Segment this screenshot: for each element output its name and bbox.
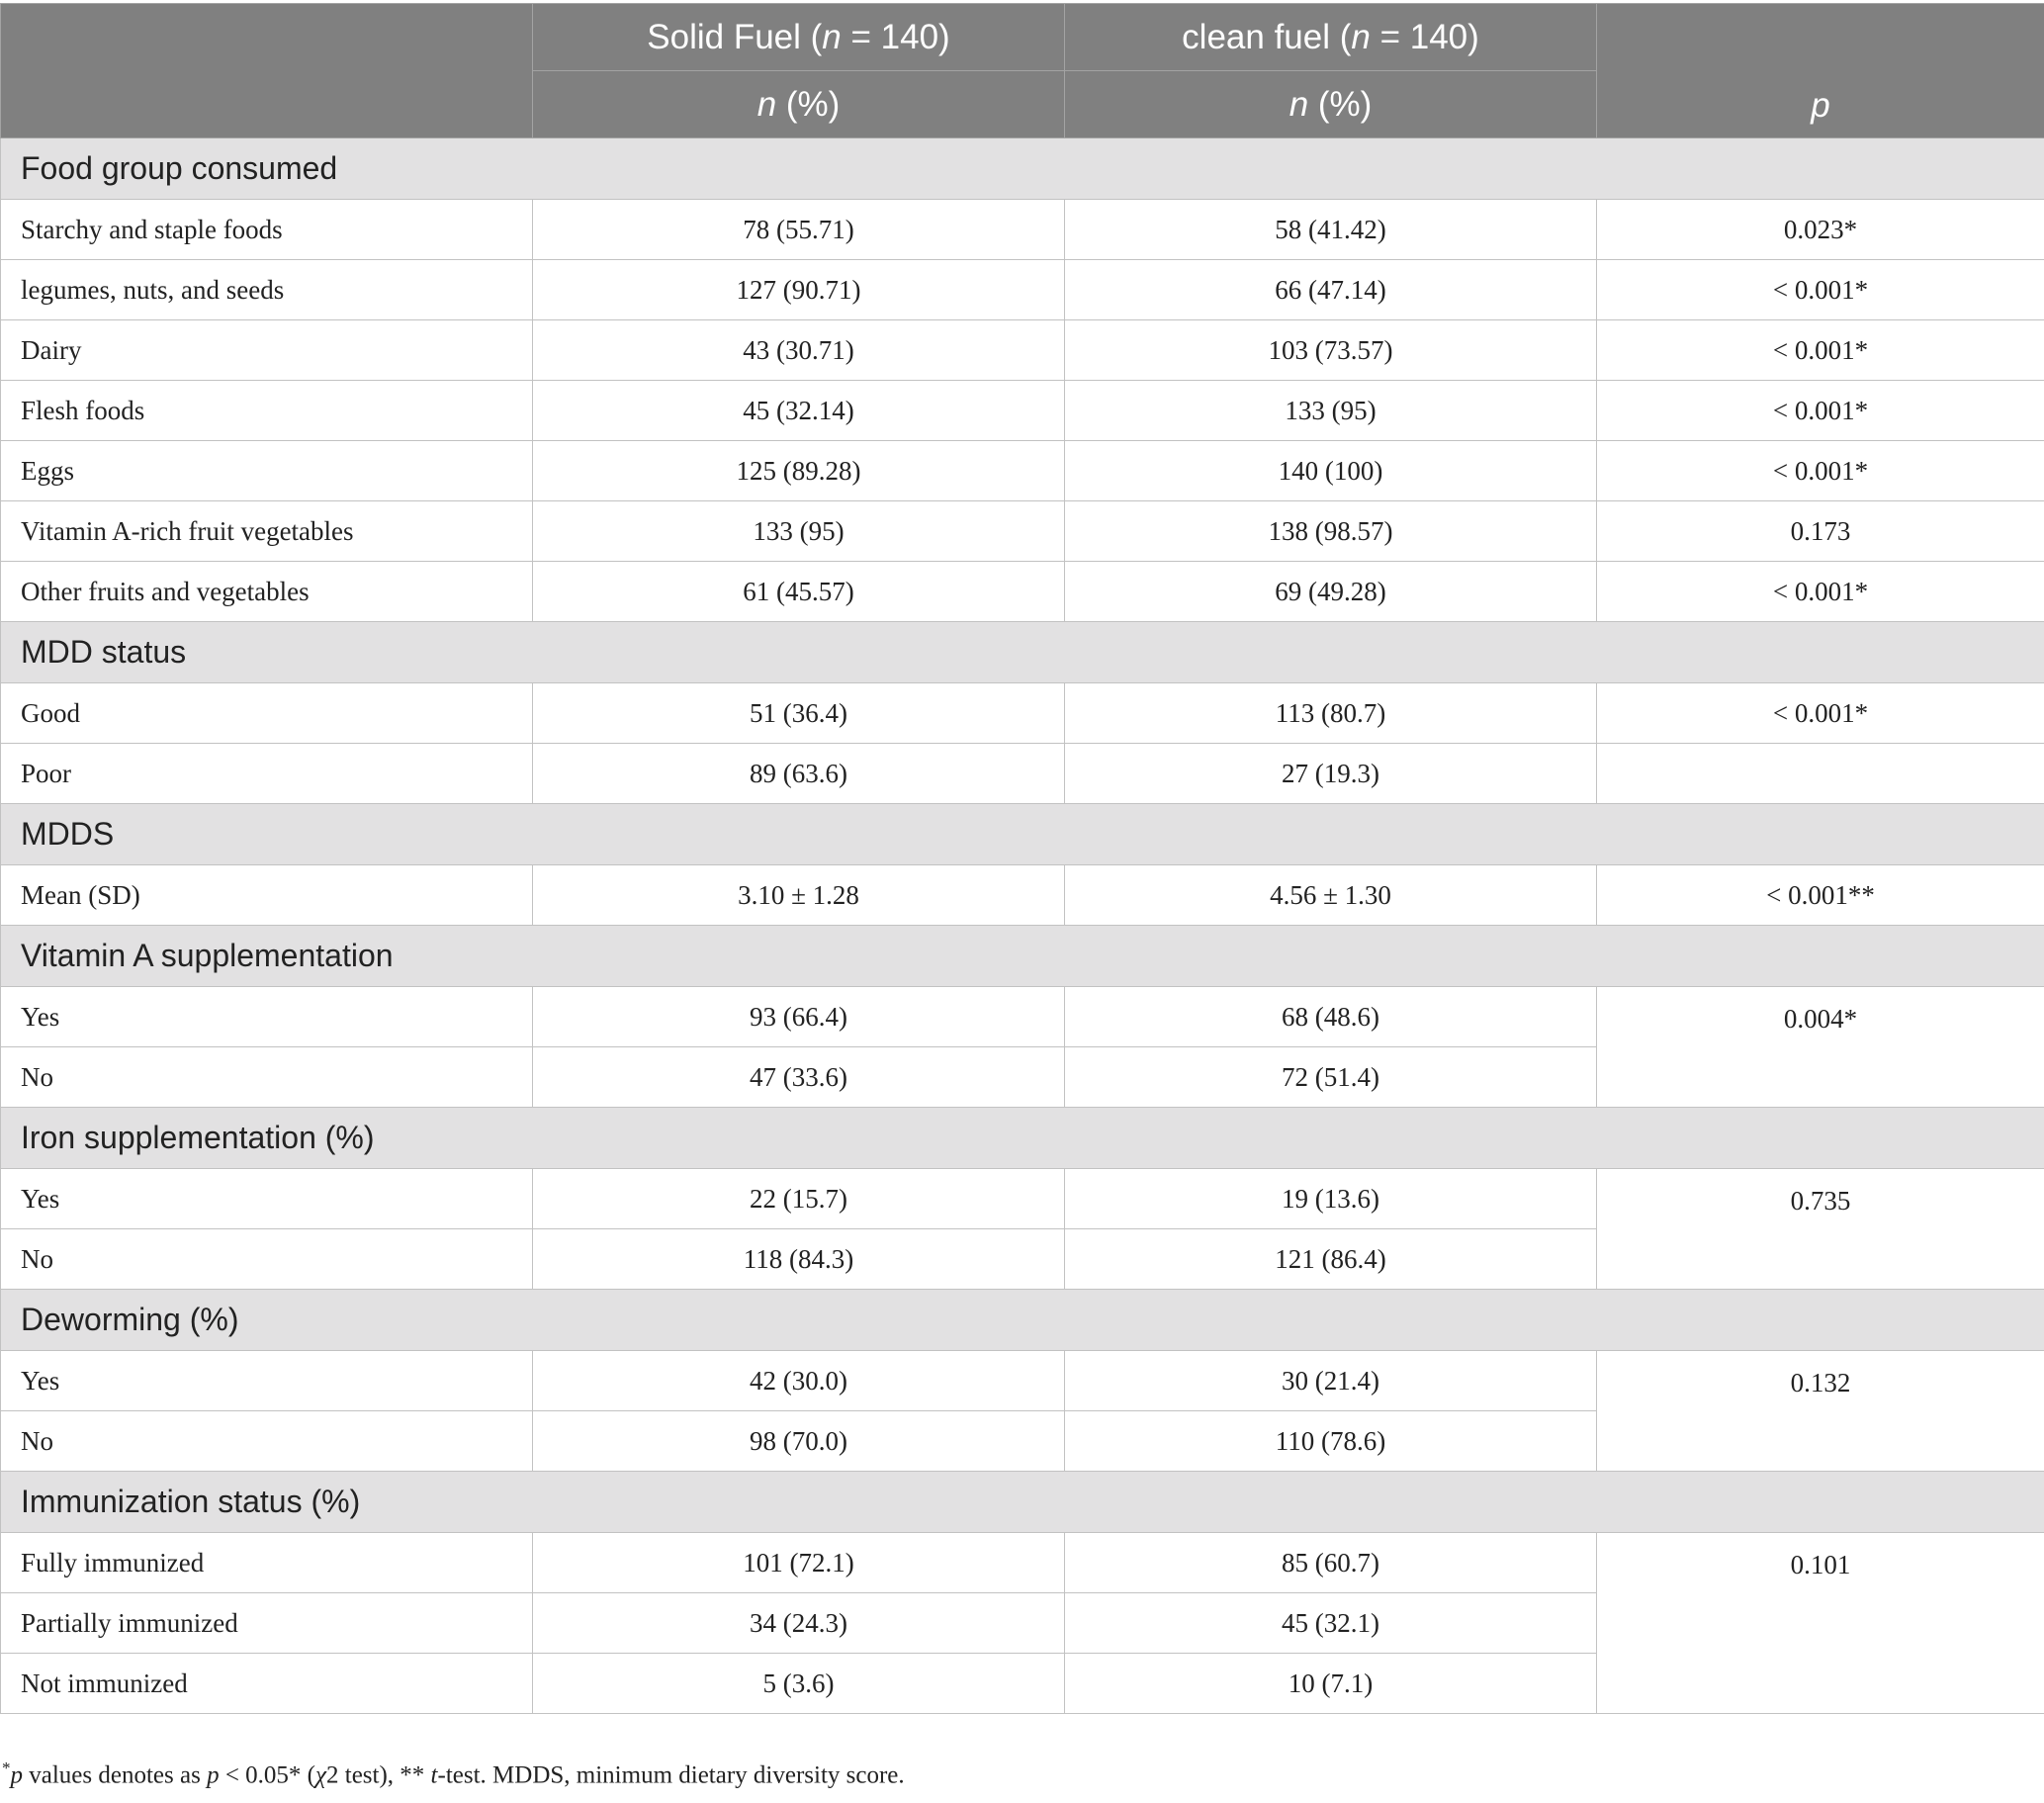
solid-value: 22 (15.7)	[533, 1169, 1065, 1229]
solid-value: 127 (90.71)	[533, 260, 1065, 320]
solid-value: 125 (89.28)	[533, 441, 1065, 501]
solid-value: 101 (72.1)	[533, 1533, 1065, 1593]
table-row	[1, 683, 2044, 744]
row-label: Good	[1, 683, 533, 744]
clean-value: 30 (21.4)	[1065, 1351, 1597, 1411]
solid-value: 93 (66.4)	[533, 987, 1065, 1047]
solid-value: 5 (3.6)	[533, 1654, 1065, 1714]
header-p-value: p	[1597, 4, 2044, 138]
row-label: Not immunized	[1, 1654, 533, 1714]
p-value: < 0.001*	[1597, 683, 2044, 744]
section-title: Iron supplementation (%)	[1, 1108, 2044, 1169]
section-vitamin-a	[1, 926, 2044, 987]
table-footnote: *p values denotes as p < 0.05* (χ2 test), ** t-test. MDDS, minimum dietary diversity score.	[2, 1758, 905, 1789]
p-value: 0.132	[1597, 1351, 2044, 1472]
solid-value: 47 (33.6)	[533, 1047, 1065, 1108]
p-value: < 0.001*	[1597, 320, 2044, 381]
p-value: < 0.001*	[1597, 260, 2044, 320]
clean-value: 85 (60.7)	[1065, 1533, 1597, 1593]
solid-value: 118 (84.3)	[533, 1229, 1065, 1290]
table-row	[1, 562, 2044, 622]
table-row	[1, 320, 2044, 381]
row-label: Fully immunized	[1, 1533, 533, 1593]
clean-value: 133 (95)	[1065, 381, 1597, 441]
clean-value: 72 (51.4)	[1065, 1047, 1597, 1108]
section-immunization	[1, 1472, 2044, 1533]
p-value: < 0.001*	[1597, 381, 2044, 441]
p-value: 0.101	[1597, 1533, 2044, 1714]
solid-value: 133 (95)	[533, 501, 1065, 562]
solid-value: 45 (32.14)	[533, 381, 1065, 441]
p-value: < 0.001**	[1597, 865, 2044, 926]
clean-value: 121 (86.4)	[1065, 1229, 1597, 1290]
clean-value: 69 (49.28)	[1065, 562, 1597, 622]
solid-value: 43 (30.71)	[533, 320, 1065, 381]
header-clean-n-pct: n (%)	[1065, 71, 1597, 138]
row-label: Eggs	[1, 441, 533, 501]
table-row	[1, 200, 2044, 260]
solid-value: 3.10 ± 1.28	[533, 865, 1065, 926]
table-row	[1, 987, 2044, 1047]
p-value	[1597, 744, 2044, 804]
clean-value: 58 (41.42)	[1065, 200, 1597, 260]
table-row	[1, 1533, 2044, 1593]
clean-value: 4.56 ± 1.30	[1065, 865, 1597, 926]
clean-value: 113 (80.7)	[1065, 683, 1597, 744]
header-empty-cell	[1, 4, 533, 138]
table-row	[1, 744, 2044, 804]
table-row	[1, 1351, 2044, 1411]
section-title: Vitamin A supplementation	[1, 926, 2044, 987]
row-label: Partially immunized	[1, 1593, 533, 1654]
solid-value: 61 (45.57)	[533, 562, 1065, 622]
section-title: Immunization status (%)	[1, 1472, 2044, 1533]
header-clean-fuel: clean fuel (n = 140)	[1065, 4, 1597, 71]
clean-value: 27 (19.3)	[1065, 744, 1597, 804]
clean-value: 110 (78.6)	[1065, 1411, 1597, 1472]
p-value: 0.735	[1597, 1169, 2044, 1290]
section-title: Food group consumed	[1, 138, 2044, 200]
solid-value: 34 (24.3)	[533, 1593, 1065, 1654]
section-food-group	[1, 138, 2044, 200]
table-row	[1, 1169, 2044, 1229]
header-solid-n-pct: n (%)	[533, 71, 1065, 138]
row-label: legumes, nuts, and seeds	[1, 260, 533, 320]
section-title: Deworming (%)	[1, 1290, 2044, 1351]
section-mdd-status	[1, 622, 2044, 683]
solid-value: 89 (63.6)	[533, 744, 1065, 804]
section-deworming	[1, 1290, 2044, 1351]
row-label: Poor	[1, 744, 533, 804]
data-table	[0, 3, 2044, 1714]
header-solid-fuel: Solid Fuel (n = 140)	[533, 4, 1065, 71]
clean-value: 45 (32.1)	[1065, 1593, 1597, 1654]
clean-value: 19 (13.6)	[1065, 1169, 1597, 1229]
table-row	[1, 865, 2044, 926]
clean-value: 10 (7.1)	[1065, 1654, 1597, 1714]
solid-value: 51 (36.4)	[533, 683, 1065, 744]
solid-value: 98 (70.0)	[533, 1411, 1065, 1472]
p-value: < 0.001*	[1597, 441, 2044, 501]
clean-value: 68 (48.6)	[1065, 987, 1597, 1047]
p-value: < 0.001*	[1597, 562, 2044, 622]
p-value: 0.173	[1597, 501, 2044, 562]
row-label: No	[1, 1229, 533, 1290]
row-label: Mean (SD)	[1, 865, 533, 926]
row-label: Starchy and staple foods	[1, 200, 533, 260]
row-label: Yes	[1, 987, 533, 1047]
section-mdds	[1, 804, 2044, 865]
row-label: Flesh foods	[1, 381, 533, 441]
row-label: No	[1, 1047, 533, 1108]
clean-value: 138 (98.57)	[1065, 501, 1597, 562]
section-title: MDDS	[1, 804, 2044, 865]
row-label: Yes	[1, 1169, 533, 1229]
row-label: No	[1, 1411, 533, 1472]
row-label: Dairy	[1, 320, 533, 381]
section-title: MDD status	[1, 622, 2044, 683]
table-row	[1, 441, 2044, 501]
header-row-groups	[1, 4, 2044, 71]
p-value: 0.004*	[1597, 987, 2044, 1108]
table-row	[1, 501, 2044, 562]
clean-value: 66 (47.14)	[1065, 260, 1597, 320]
section-iron	[1, 1108, 2044, 1169]
solid-value: 78 (55.71)	[533, 200, 1065, 260]
table-row	[1, 381, 2044, 441]
p-value: 0.023*	[1597, 200, 2044, 260]
row-label: Other fruits and vegetables	[1, 562, 533, 622]
solid-value: 42 (30.0)	[533, 1351, 1065, 1411]
row-label: Yes	[1, 1351, 533, 1411]
table-row	[1, 260, 2044, 320]
row-label: Vitamin A-rich fruit vegetables	[1, 501, 533, 562]
clean-value: 103 (73.57)	[1065, 320, 1597, 381]
clean-value: 140 (100)	[1065, 441, 1597, 501]
